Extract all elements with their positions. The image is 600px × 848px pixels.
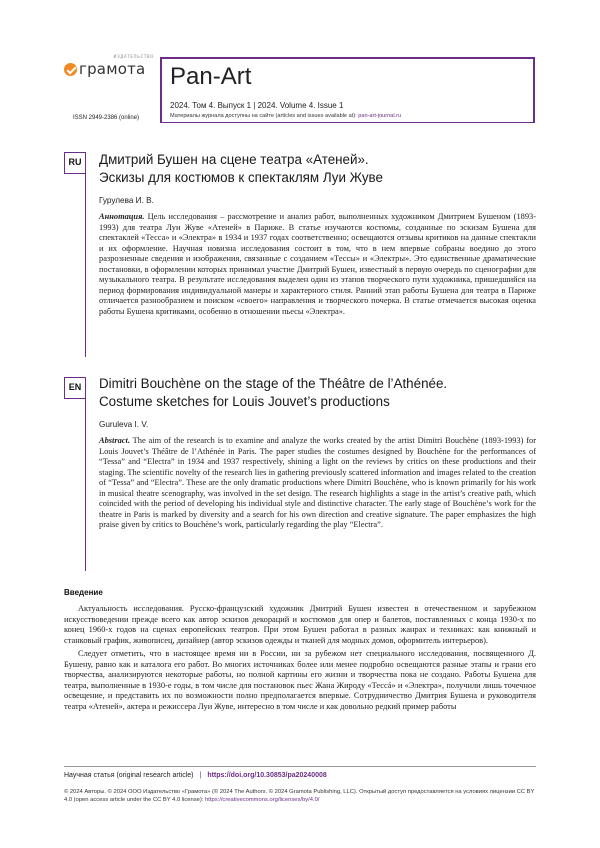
ru-divider <box>85 174 86 357</box>
logo-subtitle: ИЗДАТЕЛЬСТВО <box>113 54 154 59</box>
ru-title <box>99 151 383 187</box>
journal-frame-rule <box>160 122 535 123</box>
footer-separator: | <box>199 772 202 779</box>
ru-author: Гурулева И. В. <box>99 196 154 205</box>
journal-issue: 2024. Том 4. Выпуск 1 | 2024. Volume 4. Issue 1 <box>170 101 344 110</box>
en-title-line1: Dimitri Bouchène on the stage of the Théâtre de l’Athénée. <box>99 376 448 391</box>
lang-badge-en: EN <box>64 377 86 399</box>
en-abstract-text: The aim of the research is to examine and analyze the works created by the artist Dimitri Bouchène (1893-1993) for Louis Jouvet’s Théâtre de l’Athénée in Paris. The paper studies the costumes designed by Bouchène for the performances of “Tessa” and “Electra” in 1934 and 1937 respectively, shining a light on the reviews by critics on these productions and their staging. The scientific novelty of the research lies in gathering previously scattered information and images related to the creation of “Tessa” and “Electra”. These are the only dramatic productions where Dimitri Bouchène, who is known primarily for his work in musical theatre scenography, was involved in the set design. The research highlights a stage in the artist’s creative path, which coincided with the period of developing his individual style and distinctive character. The early stage of Bouchène’s work for the theatre in Paris is marked by diversity and a search for his own direction and creative signature. The paper emphasizes the high praise given by critics to Bouchène’s work, particularly regarding the play “Electra”. <box>99 436 536 529</box>
footer-type-label: Научная статья (original research article) <box>64 772 194 779</box>
journal-title: Pan-Art <box>170 63 252 90</box>
journal-note-text: Материалы журнала доступны на сайте (articles and issues available at): <box>170 113 359 119</box>
en-abstract <box>99 436 536 531</box>
en-author: Guruleva I. V. <box>99 420 149 429</box>
journal-note <box>170 113 401 119</box>
license-link[interactable]: https://creativecommons.org/licenses/by/4.0/ <box>205 797 320 803</box>
ru-abstract-label: Аннотация. <box>99 212 145 221</box>
en-abstract-label: Abstract. <box>99 436 130 445</box>
publisher-logo <box>64 54 156 78</box>
footer-rule <box>64 766 536 767</box>
ru-title-line2: Эскизы для костюмов к спектаклям Луи Жуве <box>99 170 383 185</box>
footer-license <box>64 788 536 804</box>
en-divider <box>85 399 86 571</box>
footer-article-type <box>64 772 327 779</box>
ru-abstract-text: Цель исследования – рассмотрение и анализ работ, выполненных художником Дмитрием Бушеном (1893-1993) для театра Луи Жуве «Атеней» в Париже. В статье изучаются костюмы, созданные по эскизам Бушена для спектаклей «Тесса» и «Электра» в 1934 и 1937 годах соответственно; освещаются отзывы критиков на данные спектакли и их оформление. Научная новизна исследования состоит в том, что в нем впервые собраны воедино до этого разрозненные сведения и изображения, связанные с созданием «Тессы» и «Электры». Это единственные драматические постановки, в оформлении которых принимал участие Дмитрий Бушен, известный в первую очередь по сценографии для музыкального театра. В результате исследования выделен один из этапов творческого пути художника, пришедшийся на период формирования индивидуальной манеры и характерного стиля. Ранний этап работы Бушена для театра в Париже отличается разнообразием и поиском «своего» направления и творческого почерка. В статье отмечается высокая оценка работы Бушена критиками, особенно в отношении пьесы «Электра». <box>99 212 536 316</box>
journal-site-link[interactable]: pan-art-journal.ru <box>358 113 402 119</box>
ru-title-line1: Дмитрий Бушен на сцене театра «Атеней». <box>99 152 369 167</box>
footer-license-text: © 2024 Авторы. © 2024 ООО Издательство «Грамота» (© 2024 The Authors. © 2024 Gramota Publishing, LLC). Открытый доступ предоставляется на условиях лицензии CC BY 4.0 (open access article under the CC BY 4.0 license): <box>64 789 535 803</box>
en-title <box>99 375 447 411</box>
intro-paragraph-1: Актуальность исследования. Русско-французский художник Дмитрий Бушен известен в отечественном и зарубежном искусствоведении прежде всего как автор эскизов декораций и костюмов для опер и балетов, поставленных с конца 1930-х по конец 1960-х годов на сценах европейских театров. При этом Бушен работал в разных жанрах и техниках: как книжный и станковый график, живописец, дизайнер (автор эскизов одежды и тканей для модных домов, оформитель интерьеров). <box>64 604 536 645</box>
logo-check-icon <box>64 63 77 76</box>
lang-badge-ru: RU <box>64 152 86 174</box>
intro-paragraph-2: Следует отметить, что в настоящее время ни в России, ни за рубежом нет специального исследования, посвященного Д. Бушену, равно как и каталога его работ. Во многих источниках более или менее подробно освещаются разные этапы и грани его творчества, анализируются некоторые работы, но полной картины его жизни и творчества пока не создано. Работы Бушена для театра, выполненные в 1930-е годы, в том числе для постановок пьес Жана Жироду «Тессá» и «Электра», получили лишь точечное освещение, и представить их по возможности полно предполагается впервые. Сотрудничество Дмитрия Бушена и руководителя театра «Атеней», актера и режиссера Луи Жуве, интересно в том числе и как довольно редкий пример работы <box>64 649 536 711</box>
logo-wordmark: грамота <box>79 60 146 78</box>
doi-link[interactable]: https://doi.org/10.30853/pa20240008 <box>207 772 327 779</box>
en-title-line2: Costume sketches for Louis Jouvet’s productions <box>99 394 390 409</box>
ru-abstract <box>99 212 536 317</box>
issn: ISSN 2949-2386 (online) <box>73 115 140 121</box>
intro-body <box>64 604 536 712</box>
section-heading: Введение <box>64 588 103 597</box>
